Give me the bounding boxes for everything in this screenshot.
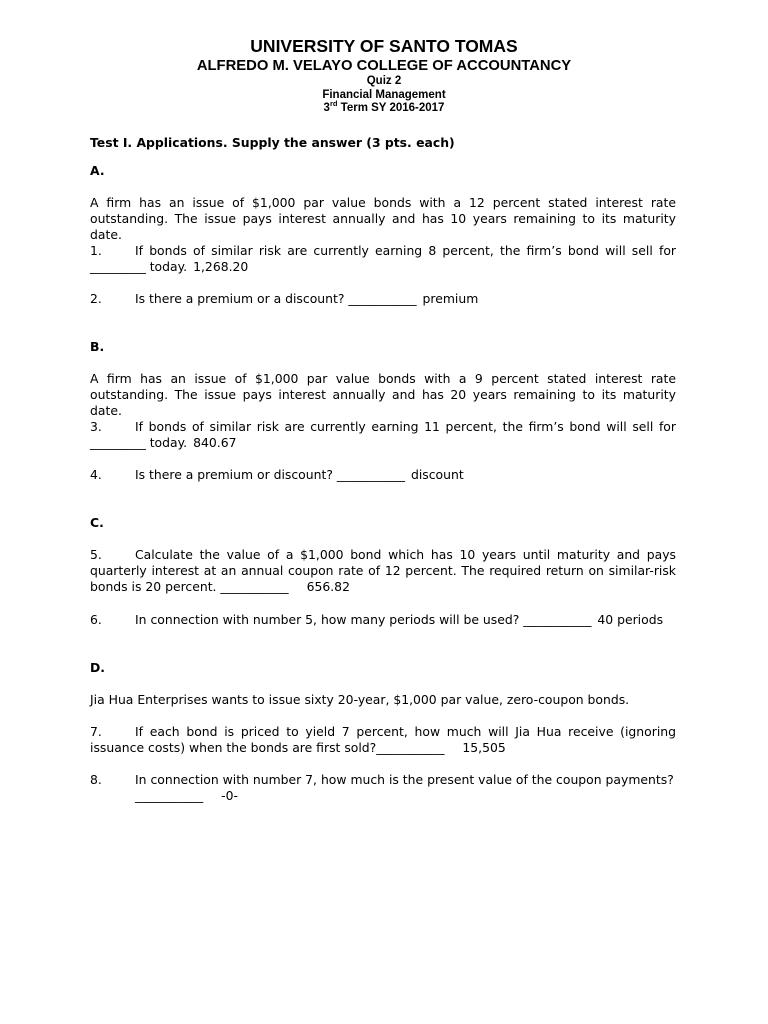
question-text: In connection with number 7, how much is the present value of the coupon payments? — [135, 772, 674, 787]
question-8 — [90, 772, 676, 804]
question-text: Is there a premium or discount? ___________ — [135, 467, 405, 482]
question-number: 1. — [90, 243, 102, 258]
question-text: If bonds of similar risk are currently earning 8 percent, the firm’s bond will sell for _________ today. — [90, 243, 676, 274]
question-text: If each bond is priced to yield 7 percent, how much will Jia Hua receive (ignoring issuance costs) when the bonds are first sold?___________ — [90, 724, 676, 755]
question-text: If bonds of similar risk are currently earning 11 percent, the firm’s bond will sell for _________ today. — [90, 419, 676, 450]
subject-title: Financial Management — [322, 88, 446, 101]
section-b-label: B. — [90, 339, 105, 354]
question-answer: 1,268.20 — [193, 259, 249, 274]
question-number: 7. — [90, 724, 102, 739]
question-number: 3. — [90, 419, 102, 434]
section-a-label: A. — [90, 163, 105, 178]
question-4 — [90, 467, 676, 483]
question-answer: premium — [422, 291, 479, 306]
question-number: 8. — [90, 772, 102, 787]
question-answer: 840.67 — [193, 435, 237, 450]
answer-blank: ___________ — [135, 788, 204, 803]
question-text: Calculate the value of a $1,000 bond which has 10 years until maturity and pays quarterly interest at an annual coupon rate of 12 percent. The required return on similar-risk bonds is 20 percent. ___________ — [90, 547, 676, 594]
question-answer: 40 periods — [597, 612, 664, 627]
question-2 — [90, 291, 676, 307]
question-3 — [90, 419, 676, 451]
question-text: In connection with number 5, how many periods will be used? ___________ — [135, 612, 592, 627]
term-superscript: rd — [329, 99, 338, 109]
question-answer: 656.82 — [306, 579, 350, 594]
section-a-problem: A firm has an issue of $1,000 par value bonds with a 12 percent stated interest rate outstanding. The issue pays interest annually and has 10 years remaining to its maturity date. — [90, 195, 676, 242]
question-number: 6. — [90, 612, 102, 627]
question-number: 4. — [90, 467, 102, 482]
test-instructions: Test I. Applications. Supply the answer (3 pts. each) — [90, 135, 455, 150]
term-line — [0, 99, 768, 116]
term-number: 3 — [323, 102, 330, 114]
question-answer: 15,505 — [462, 740, 506, 755]
question-6 — [90, 612, 676, 628]
question-7 — [90, 724, 676, 756]
question-number: 2. — [90, 291, 102, 306]
question-text: Is there a premium or a discount? ___________ — [135, 291, 417, 306]
question-answer: -0- — [221, 788, 238, 803]
section-c-label: C. — [90, 515, 104, 530]
document-header — [0, 36, 768, 116]
section-d-problem: Jia Hua Enterprises wants to issue sixty 20-year, $1,000 par value, zero-coupon bonds. — [90, 692, 630, 707]
college-title: ALFREDO M. VELAYO COLLEGE OF ACCOUNTANCY — [196, 58, 572, 74]
term-text: Term SY 2016-2017 — [337, 102, 445, 114]
quiz-title: Quiz 2 — [366, 75, 402, 87]
question-1 — [90, 243, 676, 275]
section-d-label: D. — [90, 660, 105, 675]
university-title: UNIVERSITY OF SANTO TOMAS — [250, 36, 518, 56]
question-5 — [90, 547, 676, 595]
question-number: 5. — [90, 547, 102, 562]
question-answer: discount — [410, 467, 464, 482]
section-b-problem: A firm has an issue of $1,000 par value bonds with a 9 percent stated interest rate outstanding. The issue pays interest annually and has 20 years remaining to its maturity date. — [90, 371, 676, 418]
